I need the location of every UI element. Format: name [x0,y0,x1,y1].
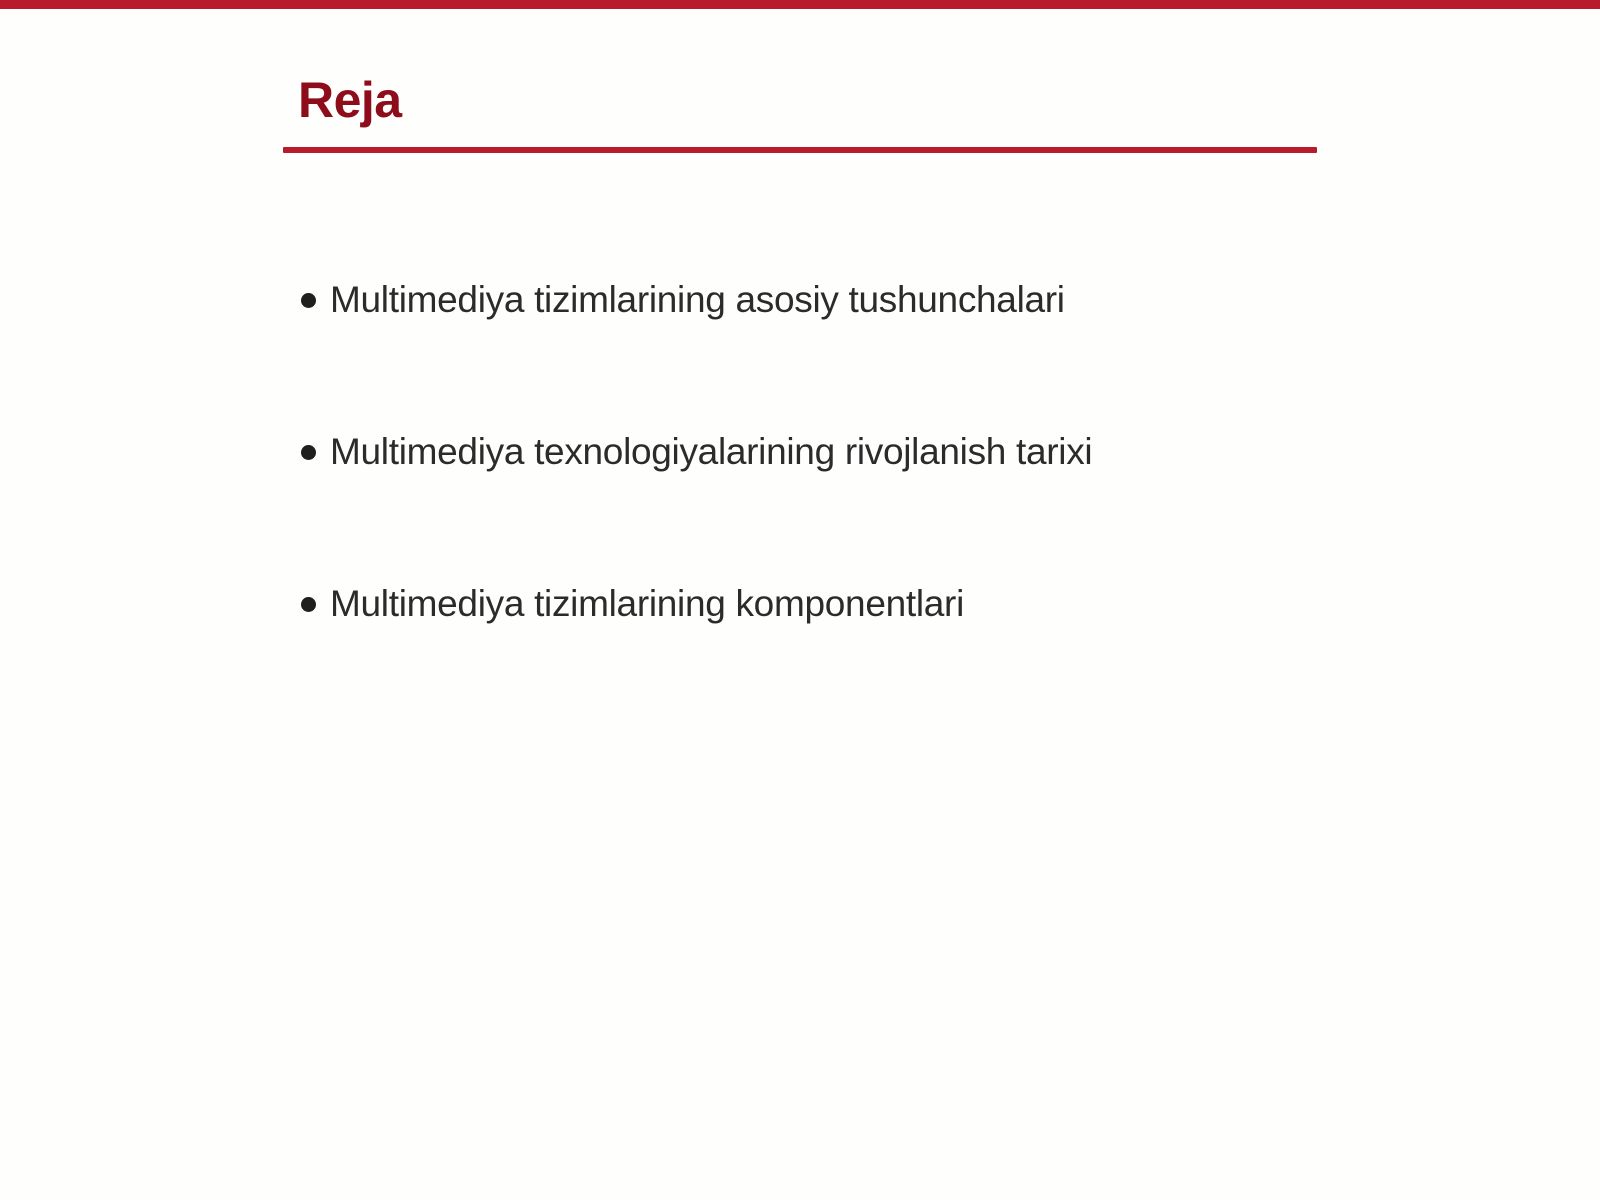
bullet-text: Multimediya tizimlarining komponentlari [330,583,964,624]
list-item [300,432,1400,472]
top-accent-bar [0,0,1600,9]
bullet-list [300,280,1400,736]
title-underline [283,147,1317,153]
bullet-icon [301,597,316,612]
list-item [300,280,1400,320]
bullet-icon [301,445,316,460]
list-item [300,584,1400,624]
bullet-text: Multimediya texnologiyalarining rivojlanish tarixi [330,431,1093,472]
bullet-icon [301,293,316,308]
bullet-text: Multimediya tizimlarining asosiy tushunchalari [330,279,1065,320]
slide-title: Reja [298,72,402,128]
